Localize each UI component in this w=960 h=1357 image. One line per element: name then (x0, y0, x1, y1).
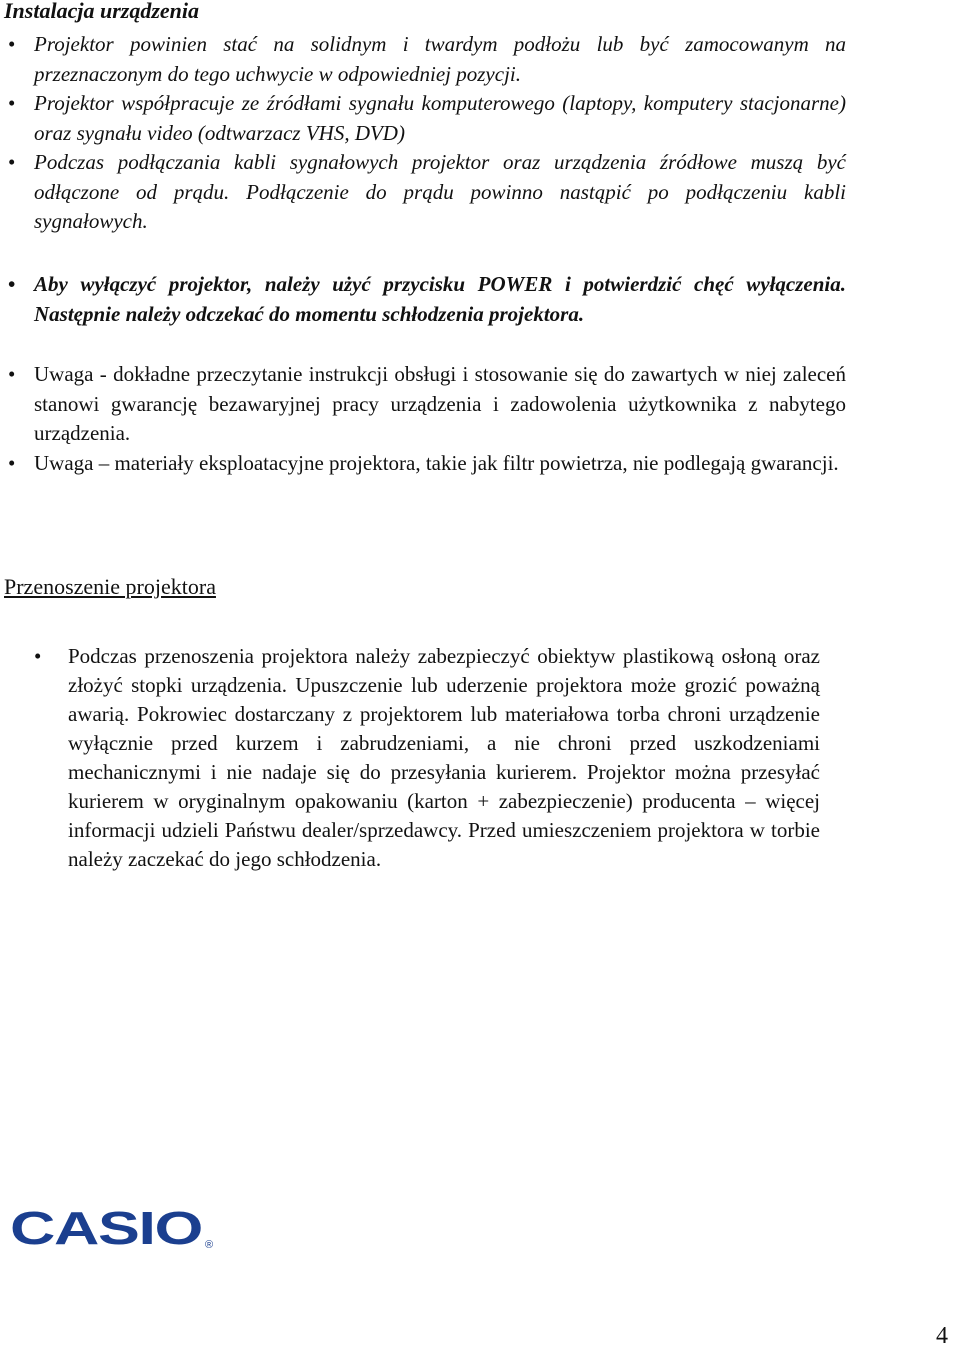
bullet-text: Projektor powinien stać na solidnym i twardym podłożu lub być zamocowanym na przeznaczonym do tego uchwycie w odpowiedniej pozycji. (34, 32, 846, 86)
svg-text:CASIO: CASIO (10, 1206, 202, 1254)
bullet-text: Podczas podłączania kabli sygnałowych projektor oraz urządzenia źródłowe muszą być odłączone od prądu. Podłączenie do prądu powinno nastąpić po podłączeniu kabli sygnałowych. (34, 150, 846, 233)
transport-heading: Przenoszenie projektora (4, 574, 216, 599)
bullet-text: Aby wyłączyć projektor, należy użyć przycisku POWER i potwierdzić chęć wyłączenia. Następnie należy odczekać do momentu schłodzenia projektora. (34, 272, 846, 326)
installation-bullet-3 (8, 148, 846, 237)
bullet-icon: • (34, 644, 42, 668)
bullet-icon: • (8, 451, 16, 475)
bullet-icon: • (8, 272, 16, 296)
bullet-text: Uwaga - dokładne przeczytanie instrukcji obsługi i stosowanie się do zawartych w niej zaleceń stanowi gwarancję bezawaryjnej pracy urządzenia i zadowolenia użytkownika z nabytego urządzenia. (34, 362, 846, 445)
bullet-icon: • (8, 32, 16, 56)
installation-bullet-6 (8, 449, 846, 479)
installation-bullet-2 (8, 89, 846, 148)
installation-bullet-5 (8, 360, 846, 449)
installation-bullet-4 (8, 270, 846, 329)
page-number: 4 (936, 1323, 948, 1349)
casio-logo (10, 1206, 216, 1254)
bullet-text: Uwaga – materiały eksploatacyjne projektora, takie jak filtr powietrza, nie podlegają gwarancji. (34, 451, 839, 475)
installation-bullet-1 (8, 30, 846, 89)
bullet-icon: • (8, 91, 16, 115)
bullet-icon: • (8, 150, 16, 174)
transport-paragraph: Podczas przenoszenia projektora należy zabezpieczyć obiektyw plastikową osłoną oraz złożyć stopki urządzenia. Upuszczenie lub uderzenie projektora może grozić poważną awarią. Pokrowiec dostarczany z projektorem lub materiałowa torba chroni urządzenie wyłącznie przed kurzem i zabrudzeniami, a nie chroni przed uszkodzeniami mechanicznymi i nie nadaje się do przesyłania kurierem. Projektor można przesyłać kurierem w oryginalnym opakowaniu (karton + zabezpieczenie) producenta – więcej informacji udzieli Państwu dealer/sprzedawcy. Przed umieszczeniem projektora w torbie należy zaczekać do jego schłodzenia. (68, 644, 820, 871)
bullet-text: Projektor współpracuje ze źródłami sygnału komputerowego (laptopy, komputery stacjonarne) oraz sygnału video (odtwarzacz VHS, DVD) (34, 91, 846, 145)
bullet-icon: • (8, 362, 16, 386)
installation-heading: Instalacja urządzenia (4, 0, 199, 23)
svg-text:®: ® (205, 1239, 214, 1251)
